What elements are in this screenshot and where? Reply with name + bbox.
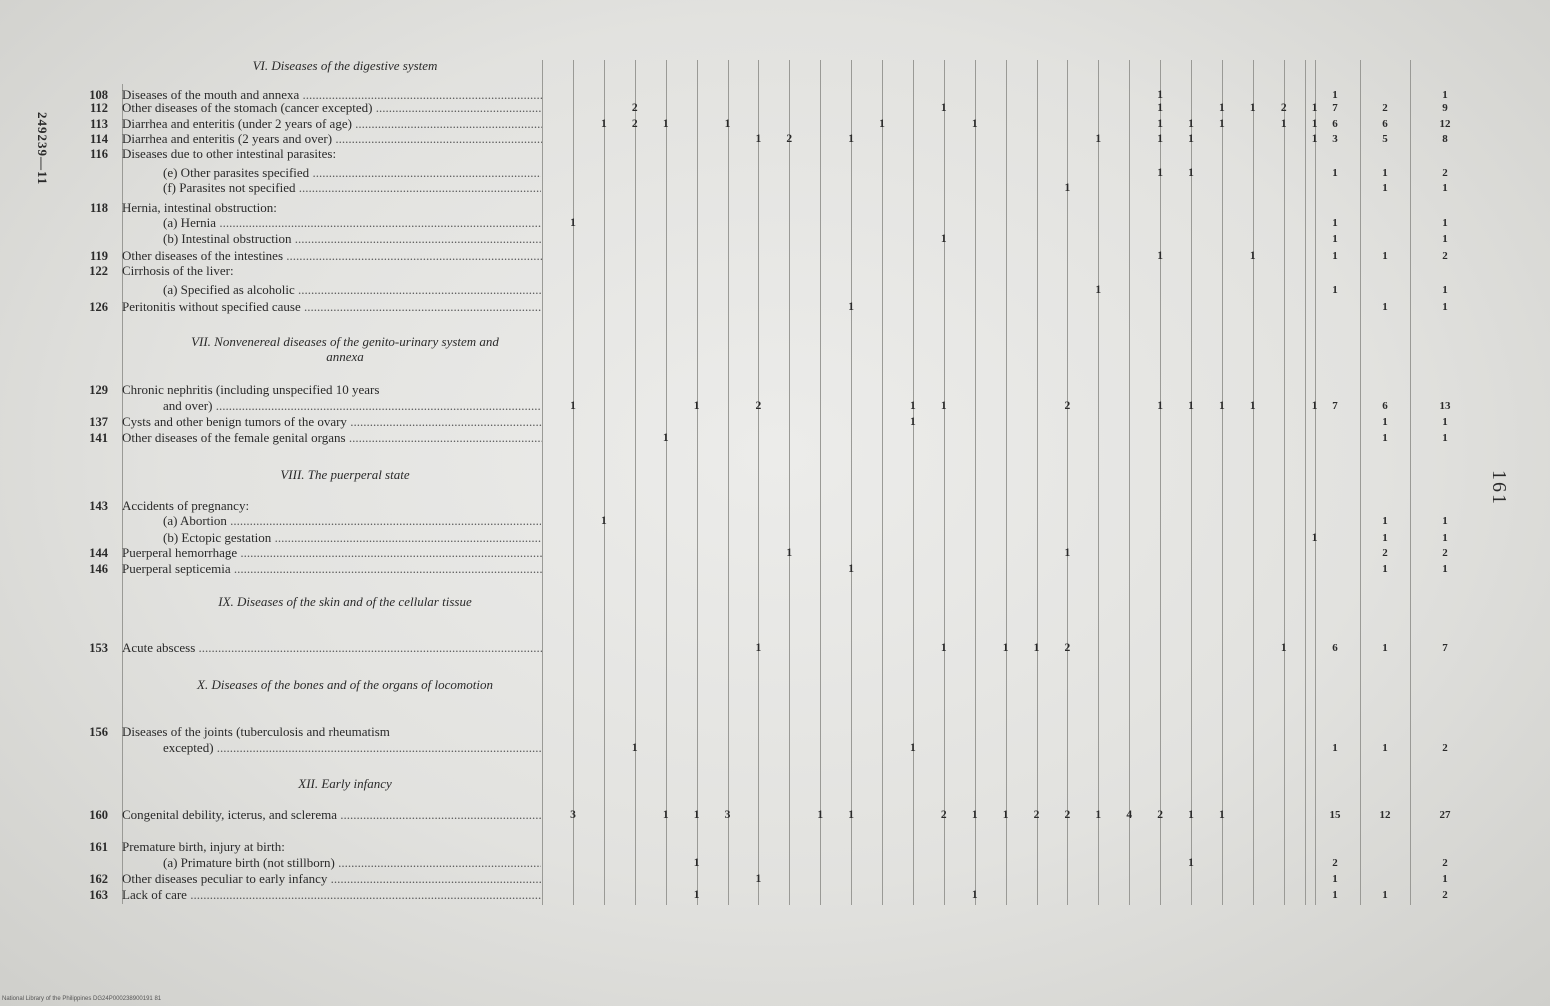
count-cell: 1 [662, 432, 669, 444]
count-cell: 4 [1126, 809, 1133, 821]
count-cell: 1 [1157, 250, 1163, 262]
count-cell: 1 [1033, 642, 1040, 654]
count-cell: 1 [631, 742, 638, 754]
cause-code: 161 [89, 840, 108, 854]
total-cell-male: 2 [1332, 857, 1338, 869]
total-cell-male: 7 [1332, 400, 1338, 412]
count-cell: 1 [786, 547, 793, 559]
cause-label: (a) Primature birth (not stillborn) ..... [163, 856, 541, 870]
cause-code: 114 [89, 132, 108, 146]
count-cell: 1 [693, 857, 700, 869]
total-cell-female: 1 [1382, 642, 1388, 654]
section-title-viii: VIII. The puerperal state [280, 467, 410, 482]
count-cell: 1 [1311, 133, 1318, 145]
count-cell: 1 [1311, 118, 1318, 130]
table-row [0, 166, 1550, 180]
total-cell-all: 2 [1442, 167, 1448, 179]
total-cell-female: 1 [1382, 742, 1388, 754]
count-cell: 2 [1280, 102, 1287, 114]
count-cell: 1 [910, 742, 916, 754]
count-cell: 1 [570, 400, 576, 412]
cause-code: 129 [89, 383, 108, 397]
cause-code: 144 [89, 546, 108, 560]
cause-code: 118 [89, 201, 108, 215]
cause-code: 113 [89, 117, 108, 131]
total-cell-male: 1 [1332, 167, 1338, 179]
count-cell: 1 [1157, 133, 1163, 145]
table-row [0, 531, 1550, 545]
table-row [0, 249, 1550, 263]
total-cell-all: 1 [1442, 532, 1448, 544]
count-cell: 1 [1188, 857, 1194, 869]
section-title-vii: VII. Nonvenereal diseases of the genito-urinary system and annexa [191, 334, 499, 364]
total-cell-all: 7 [1442, 642, 1448, 654]
count-cell: 1 [1157, 118, 1163, 130]
cause-code: 126 [89, 300, 108, 314]
cause-label: Congenital debility, icterus, and sclerema ..... [122, 808, 542, 822]
cause-code: 141 [89, 431, 108, 445]
cause-label: excepted) ..... [163, 741, 541, 755]
side-reference-number: 249239—11 [35, 112, 50, 186]
cause-label: Other diseases of the stomach (cancer excepted) ..... [122, 101, 542, 115]
count-cell: 1 [1002, 642, 1009, 654]
cause-label: Diseases of the joints (tuberculosis and rheumatism [122, 725, 390, 739]
table-row [0, 117, 1550, 131]
table-row [0, 264, 1550, 278]
total-cell-all: 2 [1442, 889, 1448, 901]
total-cell-all: 1 [1442, 89, 1448, 101]
table-row [0, 872, 1550, 886]
count-cell: 1 [1311, 532, 1318, 544]
cause-code: 137 [89, 415, 108, 429]
count-cell: 2 [1064, 642, 1071, 654]
count-cell: 2 [786, 133, 793, 145]
count-cell: 1 [601, 515, 607, 527]
table-row [0, 216, 1550, 230]
total-cell-all: 12 [1439, 118, 1451, 130]
table-row [0, 101, 1550, 115]
total-cell-all: 1 [1442, 416, 1448, 428]
total-cell-male: 1 [1332, 250, 1338, 262]
count-cell: 1 [1064, 182, 1071, 194]
total-cell-all: 1 [1442, 217, 1448, 229]
cause-code: 122 [89, 264, 108, 278]
page-number: 161 [1488, 470, 1510, 506]
total-cell-female: 12 [1379, 809, 1391, 821]
total-cell-male: 6 [1332, 642, 1338, 654]
count-cell: 1 [1249, 250, 1256, 262]
count-cell: 1 [940, 233, 947, 245]
cause-label: Other diseases of the intestines ..... [122, 249, 542, 263]
cause-label: Puerperal septicemia ..... [122, 562, 542, 576]
total-cell-all: 1 [1442, 873, 1448, 885]
total-cell-male: 1 [1332, 889, 1338, 901]
total-cell-all: 2 [1442, 742, 1448, 754]
cause-label: Peritonitis without specified cause ..... [122, 300, 542, 314]
total-cell-female: 2 [1382, 547, 1388, 559]
count-cell: 1 [848, 301, 854, 313]
cause-label: Puerperal hemorrhage ..... [122, 546, 542, 560]
total-cell-female: 6 [1382, 118, 1388, 130]
table-row [0, 741, 1550, 755]
total-cell-all: 13 [1439, 400, 1451, 412]
cause-code: 153 [89, 641, 108, 655]
cause-label: Other diseases peculiar to early infancy ..... [122, 872, 542, 886]
total-cell-all: 1 [1442, 563, 1448, 575]
section-title-vi: VI. Diseases of the digestive system [252, 58, 438, 73]
count-cell: 1 [1249, 400, 1256, 412]
total-cell-all: 8 [1442, 133, 1448, 145]
cause-code: 162 [89, 872, 108, 886]
table-row [0, 399, 1550, 413]
table-row [0, 232, 1550, 246]
count-cell: 1 [1095, 284, 1102, 296]
cause-label: Other diseases of the female genital organs ..... [122, 431, 542, 445]
total-cell-male: 3 [1332, 133, 1338, 145]
count-cell: 1 [910, 400, 916, 412]
cause-code: 119 [89, 249, 108, 263]
cause-label: (a) Specified as alcoholic ..... [163, 283, 541, 297]
table-row [0, 147, 1550, 161]
table-row [0, 888, 1550, 902]
count-cell: 1 [1157, 89, 1163, 101]
total-cell-female: 1 [1382, 563, 1388, 575]
cause-code: 163 [89, 888, 108, 902]
count-cell: 1 [940, 102, 947, 114]
cause-label: (b) Intestinal obstruction ..... [163, 232, 541, 246]
cause-code: 156 [89, 725, 108, 739]
count-cell: 1 [848, 563, 854, 575]
count-cell: 1 [693, 889, 700, 901]
total-cell-female: 6 [1382, 400, 1388, 412]
table-row [0, 562, 1550, 576]
total-cell-male: 1 [1332, 873, 1338, 885]
total-cell-all: 2 [1442, 547, 1448, 559]
count-cell: 1 [1219, 118, 1225, 130]
cause-label: Diarrhea and enteritis (2 years and over) ..... [122, 132, 542, 146]
table-row [0, 431, 1550, 445]
table-row [0, 300, 1550, 314]
cause-label: Hernia, intestinal obstruction: [122, 201, 277, 215]
count-cell: 1 [1064, 547, 1071, 559]
total-cell-all: 1 [1442, 515, 1448, 527]
table-row [0, 415, 1550, 429]
count-cell: 1 [1157, 102, 1163, 114]
total-cell-all: 2 [1442, 250, 1448, 262]
table-row [0, 383, 1550, 397]
count-cell: 1 [940, 400, 947, 412]
count-cell: 1 [693, 400, 700, 412]
total-cell-female: 1 [1382, 182, 1388, 194]
count-cell: 1 [693, 809, 700, 821]
total-cell-female: 1 [1382, 416, 1388, 428]
count-cell: 2 [631, 102, 638, 114]
cause-label: Cirrhosis of the liver: [122, 264, 234, 278]
table-row [0, 201, 1550, 215]
total-cell-male: 15 [1329, 809, 1341, 821]
count-cell: 1 [817, 809, 824, 821]
scan-footer: National Library of the Philippines DG24P000238900191 81 [2, 996, 162, 1002]
total-cell-male: 7 [1332, 102, 1338, 114]
cause-label: Cysts and other benign tumors of the ovary ..... [122, 415, 542, 429]
total-cell-all: 1 [1442, 284, 1448, 296]
total-cell-female: 1 [1382, 432, 1388, 444]
count-cell: 1 [1188, 133, 1194, 145]
total-cell-all: 27 [1439, 809, 1451, 821]
count-cell: 1 [601, 118, 607, 130]
table-row [0, 808, 1550, 822]
count-cell: 1 [1219, 809, 1225, 821]
total-cell-female: 2 [1382, 102, 1388, 114]
count-cell: 1 [1188, 400, 1194, 412]
count-cell: 2 [1064, 809, 1071, 821]
count-cell: 1 [971, 118, 978, 130]
table-row [0, 856, 1550, 870]
cause-label: (f) Parasites not specified ..... [163, 181, 541, 195]
count-cell: 1 [755, 133, 762, 145]
cause-label: Diseases due to other intestinal parasites: [122, 147, 337, 161]
total-cell-male: 1 [1332, 284, 1338, 296]
count-cell: 1 [1219, 400, 1225, 412]
count-cell: 1 [971, 809, 978, 821]
cause-label: Premature birth, injury at birth: [122, 840, 285, 854]
count-cell: 2 [755, 400, 762, 412]
total-cell-female: 1 [1382, 889, 1388, 901]
cause-code: 143 [89, 499, 108, 513]
cause-label: Acute abscess ..... [122, 641, 542, 655]
table-row [0, 132, 1550, 146]
total-cell-female: 1 [1382, 515, 1388, 527]
total-cell-female: 1 [1382, 167, 1388, 179]
count-cell: 1 [1249, 102, 1256, 114]
cause-label: Lack of care ..... [122, 888, 542, 902]
count-cell: 1 [662, 118, 669, 130]
count-cell: 1 [1311, 400, 1318, 412]
count-cell: 1 [1280, 642, 1287, 654]
cause-label: (a) Abortion ..... [163, 514, 541, 528]
count-cell: 1 [1157, 400, 1163, 412]
cause-code: 108 [89, 88, 108, 102]
table-row [0, 181, 1550, 195]
table-row [0, 840, 1550, 854]
cause-label: (b) Ectopic gestation ..... [163, 531, 541, 545]
count-cell: 1 [1095, 809, 1102, 821]
cause-label: Diarrhea and enteritis (under 2 years of age) ..... [122, 117, 542, 131]
count-cell: 2 [1033, 809, 1040, 821]
count-cell: 1 [755, 642, 762, 654]
count-cell: 1 [879, 118, 885, 130]
count-cell: 2 [1064, 400, 1071, 412]
table-row [0, 641, 1550, 655]
section-title-ix: IX. Diseases of the skin and of the cellular tissue [218, 594, 472, 609]
count-cell: 1 [1002, 809, 1009, 821]
count-cell: 1 [910, 416, 916, 428]
table-row [0, 499, 1550, 513]
section-title-x: X. Diseases of the bones and of the organs of locomotion [197, 677, 493, 692]
count-cell: 1 [570, 217, 576, 229]
cause-code: 146 [89, 562, 108, 576]
count-cell: 1 [1311, 102, 1318, 114]
total-cell-male: 1 [1332, 89, 1338, 101]
table-row [0, 514, 1550, 528]
count-cell: 2 [1157, 809, 1163, 821]
count-cell: 1 [724, 118, 731, 130]
cause-label: Diseases of the mouth and annexa ..... [122, 88, 542, 102]
total-cell-female: 1 [1382, 532, 1388, 544]
count-cell: 1 [1188, 118, 1194, 130]
table-row [0, 88, 1550, 102]
total-cell-female: 5 [1382, 133, 1388, 145]
total-cell-all: 1 [1442, 233, 1448, 245]
table-row [0, 283, 1550, 297]
table-row [0, 546, 1550, 560]
count-cell: 3 [724, 809, 731, 821]
cause-code: 116 [89, 147, 108, 161]
count-cell: 1 [755, 873, 762, 885]
total-cell-all: 1 [1442, 301, 1448, 313]
total-cell-all: 1 [1442, 432, 1448, 444]
count-cell: 2 [940, 809, 947, 821]
count-cell: 3 [570, 809, 576, 821]
count-cell: 1 [940, 642, 947, 654]
cause-label: (e) Other parasites specified ..... [163, 166, 541, 180]
count-cell: 1 [662, 809, 669, 821]
count-cell: 1 [1219, 102, 1225, 114]
total-cell-female: 1 [1382, 250, 1388, 262]
cause-code: 112 [89, 101, 108, 115]
cause-label: (a) Hernia ..... [163, 216, 541, 230]
total-cell-female: 1 [1382, 301, 1388, 313]
count-cell: 1 [1188, 809, 1194, 821]
section-title-xii: XII. Early infancy [298, 776, 392, 791]
count-cell: 2 [631, 118, 638, 130]
total-cell-all: 9 [1442, 102, 1448, 114]
total-cell-male: 6 [1332, 118, 1338, 130]
count-cell: 1 [1157, 167, 1163, 179]
cause-label: and over) ..... [163, 399, 541, 413]
count-cell: 1 [848, 133, 854, 145]
cause-code: 160 [89, 808, 108, 822]
table-row [0, 725, 1550, 739]
cause-label: Accidents of pregnancy: [122, 499, 250, 513]
count-cell: 1 [1095, 133, 1102, 145]
count-cell: 1 [1188, 167, 1194, 179]
count-cell: 1 [971, 889, 978, 901]
cause-label: Chronic nephritis (including unspecified 10 years [122, 383, 380, 397]
total-cell-male: 1 [1332, 217, 1338, 229]
total-cell-all: 1 [1442, 182, 1448, 194]
count-cell: 1 [848, 809, 854, 821]
total-cell-male: 1 [1332, 742, 1338, 754]
total-cell-all: 2 [1442, 857, 1448, 869]
count-cell: 1 [1280, 118, 1287, 130]
total-cell-male: 1 [1332, 233, 1338, 245]
